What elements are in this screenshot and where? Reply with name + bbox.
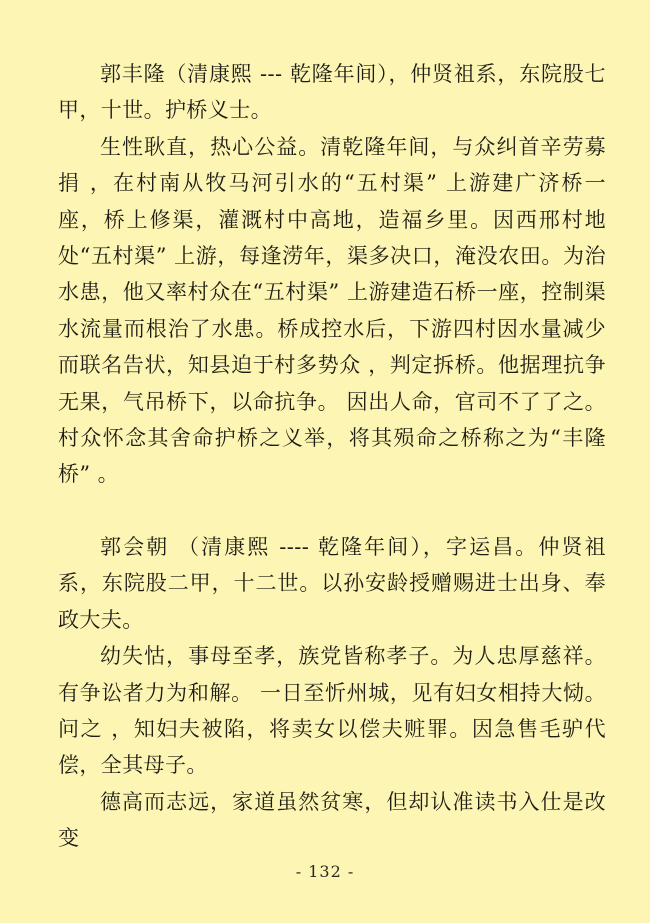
biography-entry-guo-huichao (58, 529, 614, 857)
entry-header: 郭丰隆（清康熙 --- 乾隆年间），仲贤祖系，东院股七甲，十世。护桥义士。 (58, 62, 606, 123)
page-number: - 132 - (295, 862, 355, 881)
entry-header: 郭会朝 （清康熙 ---- 乾隆年间），字运昌。仲贤祖系，东院股二甲，十二世。以孙安龄授赠赐进士出身、奉政大夫。 (58, 534, 606, 632)
entry-paragraph: 德高而志远，家道虽然贫寒，但却认准读书入仕是改变 (58, 789, 606, 851)
section-spacer (58, 493, 606, 529)
entry-paragraph: 生性耿直，热心公益。清乾隆年间，与众纠首辛劳募捐 ，在村南从牧马河引水的“五村渠” 上游建广济桥一座，桥上修渠，灌溉村中高地，造福乡里。因西邢村地处“五村渠” 上游，每逢涝年，渠多决口，淹没农田。为治水患，他又率村众在“五村渠” 上游建造石桥一座，控制渠水流量而根治了水患。桥成控水后，下游四村因水量减少而联名告状，知县迫于村多势众 ，判定拆桥。他据理抗争无果，气吊桥下，以命抗争。 因出人命，官司不了了之。村众怀念其舍命护桥之义举，将其殒命之桥称之为“丰隆桥” 。 (58, 134, 606, 487)
entry-paragraph: 幼失怙，事母至孝，族党皆称孝子。为人忠厚慈祥。有争讼者力为和解。 一日至忻州城，见有妇女相持大恸。 问之 ，知妇夫被陷，将卖女以偿夫赃罪。因急售毛驴代偿，全其母子。 (58, 644, 614, 778)
page-body (58, 56, 614, 857)
biography-entry-guo-fenglong (58, 56, 606, 493)
